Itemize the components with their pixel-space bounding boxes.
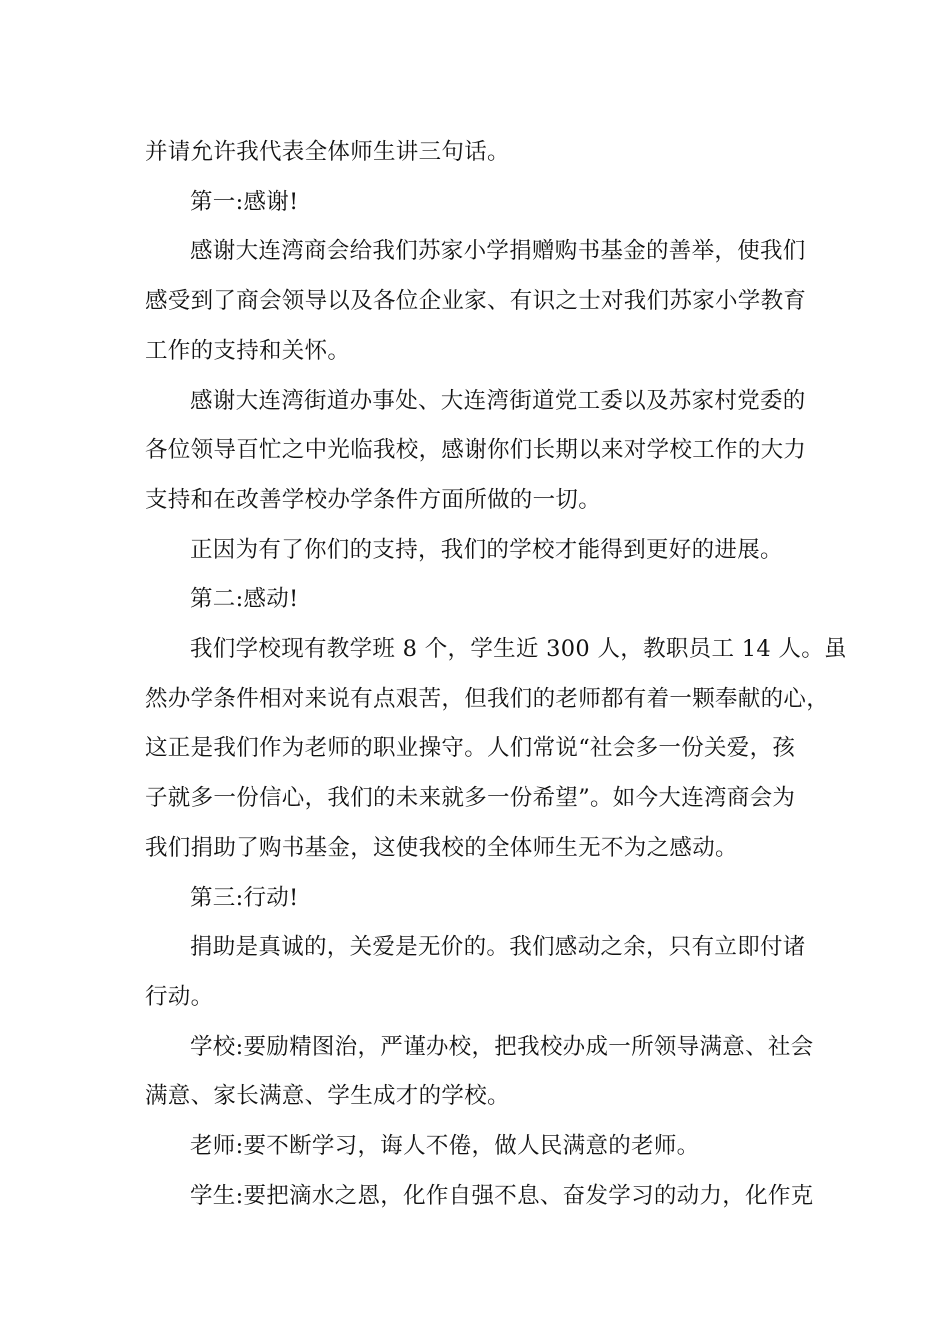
text-line: 捐助是真诚的，关爱是无价的。我们感动之余，只有立即付诸 xyxy=(190,934,806,961)
text-line: 感受到了商会领导以及各位企业家、有识之士对我们苏家小学教育 xyxy=(145,288,807,315)
text-line: 我们学校现有教学班 8 个，学生近 300 人，教职员工 14 人。虽 xyxy=(190,636,847,663)
text-line: 然办学条件相对来说有点艰苦，但我们的老师都有着一颗奉献的心， xyxy=(145,685,830,712)
text-line: 子就多一份信心，我们的未来就多一份希望”。如今大连湾商会为 xyxy=(145,785,796,812)
section-heading-first: 第一:感谢! xyxy=(190,188,299,215)
text-line: 学生:要把滴水之恩，化作自强不息、奋发学习的动力，化作克 xyxy=(190,1182,814,1209)
text-line: 满意、家长满意、学生成才的学校。 xyxy=(145,1083,510,1110)
section-heading-third: 第三:行动! xyxy=(190,884,299,911)
text-line: 感谢大连湾商会给我们苏家小学捐赠购书基金的善举，使我们 xyxy=(190,238,806,265)
document-body xyxy=(145,128,847,1221)
text-line: 感谢大连湾街道办事处、大连湾街道党工委以及苏家村党委的 xyxy=(190,387,806,414)
text-line: 老师:要不断学习，诲人不倦，做人民满意的老师。 xyxy=(190,1133,700,1160)
text-line: 工作的支持和关怀。 xyxy=(145,337,351,364)
text-line: 这正是我们作为老师的职业操守。人们常说“社会多一份关爱，孩 xyxy=(145,735,796,762)
text-line: 我们捐助了购书基金，这使我校的全体师生无不为之感动。 xyxy=(145,834,738,861)
text-line: 正因为有了你们的支持，我们的学校才能得到更好的进展。 xyxy=(190,536,783,563)
section-heading-second: 第二:感动! xyxy=(190,586,299,613)
text-line: 学校:要励精图治，严谨办校，把我校办成一所领导满意、社会 xyxy=(190,1033,814,1060)
text-line: 并请允许我代表全体师生讲三句话。 xyxy=(145,139,510,165)
text-line: 行动。 xyxy=(145,983,214,1010)
text-line: 各位领导百忙之中光临我校，感谢你们长期以来对学校工作的大力 xyxy=(145,437,807,464)
text-line: 支持和在改善学校办学条件方面所做的一切。 xyxy=(145,486,602,513)
